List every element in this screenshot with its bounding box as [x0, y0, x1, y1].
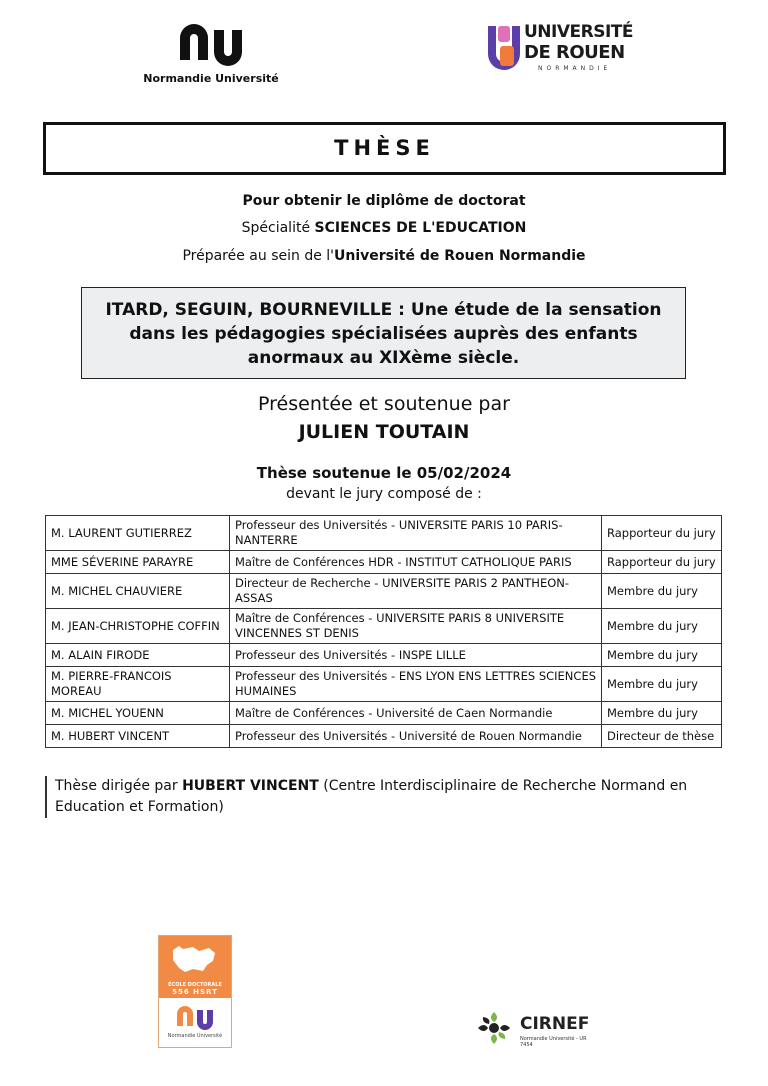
jury-name: M. LAURENT GUTIERREZ [46, 516, 230, 551]
these-title: THÈSE [334, 136, 435, 160]
jury-table [45, 515, 722, 748]
jury-title: Maître de Conférences HDR - INSTITUT CATHOLIQUE PARIS [230, 551, 602, 574]
ed-caption: Normandie Université [167, 1033, 223, 1039]
rouen-logo-line1: UNIVERSITÉ [524, 22, 633, 42]
thesis-title-box [81, 287, 686, 379]
jury-role: Directeur de thèse [602, 725, 722, 748]
jury-role: Membre du jury [602, 609, 722, 644]
jury-name: M. MICHEL YOUENN [46, 702, 230, 725]
jury-role: Membre du jury [602, 644, 722, 667]
cirnef-subtitle: Normandie Université - UR 7454 [520, 1036, 587, 1048]
rouen-logo-line3: NORMANDIE [538, 65, 612, 72]
jury-name: M. PIERRE-FRANCOIS MOREAU [46, 667, 230, 702]
nu-emblem-icon [176, 20, 246, 70]
table-row [46, 667, 722, 702]
table-row [46, 644, 722, 667]
specialite-prefix: Spécialité [241, 220, 315, 236]
nu-color-emblem-icon [175, 1004, 215, 1032]
direction-note [45, 776, 715, 818]
direction-suffix: (Centre Interdisciplinaire de Recherche Normand en Education et Formation) [55, 778, 688, 815]
jury-title: Professeur des Universités - UNIVERSITE PARIS 10 PARIS-NANTERRE [230, 516, 602, 551]
ed-ecole-label: ÉCOLE DOCTORALE [168, 982, 222, 988]
author-name: JULIEN TOUTAIN [298, 421, 470, 443]
normandie-map-icon [159, 936, 231, 980]
jury-title: Professeur des Universités - ENS LYON ENS LETTRES SCIENCES HUMAINES [230, 667, 602, 702]
cirnef-name: CIRNEF [520, 1014, 590, 1034]
ed-orange-panel [159, 936, 231, 998]
jury-name: M. HUBERT VINCENT [46, 725, 230, 748]
jury-role: Membre du jury [602, 702, 722, 725]
soutenance-date: Thèse soutenue le 05/02/2024 [256, 464, 512, 482]
jury-role: Membre du jury [602, 574, 722, 609]
rouen-logo-line2: DE ROUEN [524, 42, 625, 63]
nu-logo-caption: Normandie Université [143, 72, 279, 85]
jury-name: M. MICHEL CHAUVIERE [46, 574, 230, 609]
specialite-value: SCIENCES DE L'EDUCATION [314, 220, 527, 236]
specialite-line [0, 220, 768, 236]
presentee-label: Présentée et soutenue par [258, 393, 510, 415]
jury-name: M. JEAN-CHRISTOPHE COFFIN [46, 609, 230, 644]
thesis-title: ITARD, SEGUIN, BOURNEVILLE : Une étude de la sensation dans les pédagogies spécialisées auprès des enfants anormaux au XIXème siècle. [105, 300, 662, 368]
preparee-prefix: Préparée au sein de l' [182, 248, 335, 264]
etablissement-value: Université de Rouen Normandie [334, 248, 586, 264]
cirnef-emblem-icon [476, 1010, 512, 1046]
jury-intro: devant le jury composé de : [286, 486, 482, 502]
jury-name: M. ALAIN FIRODE [46, 644, 230, 667]
jury-name: MME SÉVERINE PARAYRE [46, 551, 230, 574]
table-row [46, 551, 722, 574]
preparee-line [0, 248, 768, 264]
jury-title: Professeur des Universités - INSPE LILLE [230, 644, 602, 667]
jury-title: Directeur de Recherche - UNIVERSITE PARIS 2 PANTHEON-ASSAS [230, 574, 602, 609]
universite-rouen-logo [486, 22, 636, 78]
jury-title: Maître de Conférences - UNIVERSITE PARIS 8 UNIVERSITE VINCENNES ST DENIS [230, 609, 602, 644]
direction-prefix: Thèse dirigée par [55, 778, 183, 794]
jury-title: Maître de Conférences - Université de Caen Normandie [230, 702, 602, 725]
normandie-universite-logo [138, 20, 284, 94]
table-row [46, 516, 722, 551]
ecole-doctorale-logo [158, 935, 232, 1048]
rouen-u-emblem-icon [486, 22, 522, 72]
jury-role: Rapporteur du jury [602, 551, 722, 574]
jury-role: Membre du jury [602, 667, 722, 702]
cirnef-logo [476, 1010, 596, 1046]
table-row [46, 725, 722, 748]
table-row [46, 574, 722, 609]
table-row [46, 609, 722, 644]
jury-role: Rapporteur du jury [602, 516, 722, 551]
these-header-box [43, 122, 726, 175]
table-row [46, 702, 722, 725]
ed-number-label: 556 HSRT [172, 988, 218, 996]
jury-title: Professeur des Universités - Université de Rouen Normandie [230, 725, 602, 748]
diplome-line: Pour obtenir le diplôme de doctorat [242, 193, 526, 209]
director-name: HUBERT VINCENT [182, 778, 319, 794]
